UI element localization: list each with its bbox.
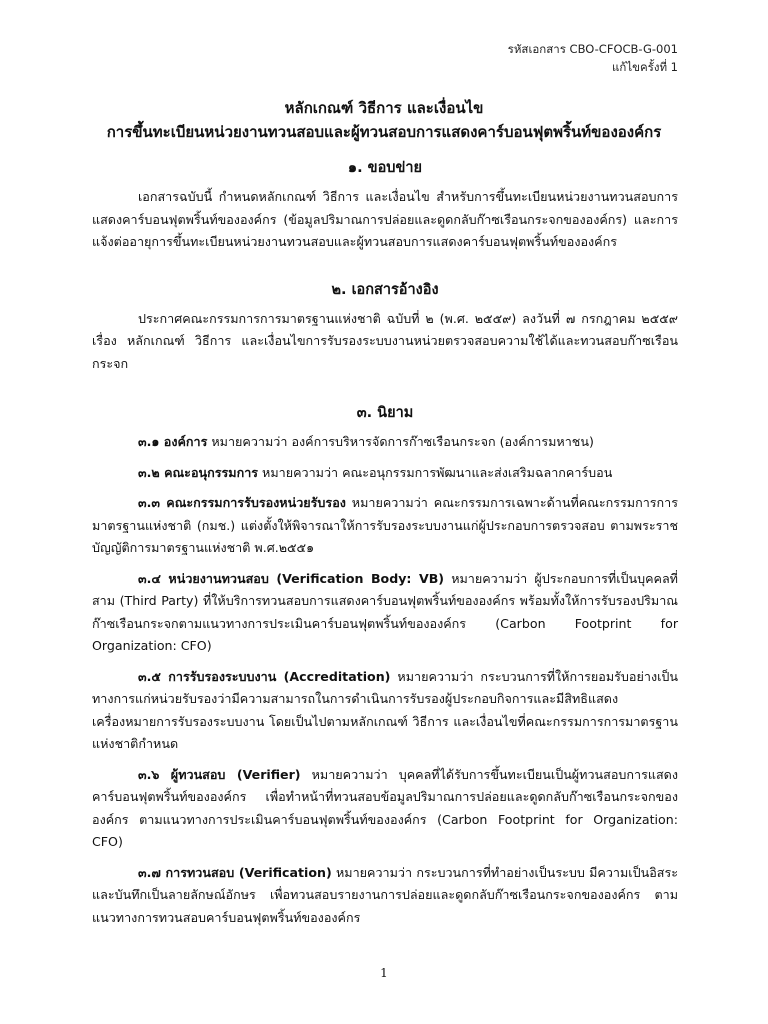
document-body bbox=[92, 156, 678, 937]
section-heading-references: ๒. เอกสารอ้างอิง bbox=[331, 281, 439, 298]
definition-term: ๓.๑ องค์การ bbox=[138, 434, 208, 449]
definition-item bbox=[92, 568, 678, 658]
definition-item bbox=[92, 492, 678, 560]
definition-item bbox=[92, 431, 678, 454]
definition-text: หมายความว่า กระบวนการที่ให้การยอมรับอย่างเป็นทางการแก่หน่วยรับรองว่ามีความสามารถในการดำเนินการรับรองผู้ประกอบกิจการและมีสิทธิแสดงเครื่องหมายการรับรองระบบงาน โดยเป็นไปตามหลักเกณฑ์ วิธีการ และเงื่อนไขที่คณะกรรมการการมาตรฐานแห่งชาติกำหนด bbox=[92, 668, 679, 751]
section-heading-definitions: ๓. นิยาม bbox=[356, 405, 414, 421]
document-meta bbox=[508, 40, 678, 76]
definition-term: ๓.๔ หน่วยงานทวนสอบ (Verification Body: VB) bbox=[138, 570, 445, 586]
scope-paragraph: เอกสารฉบับนี้ กำหนดหลักเกณฑ์ วิธีการ และเงื่อนไข สำหรับการขึ้นทะเบียนหน่วยงานทวนสอบการแสดงคาร์บอนฟุตพริ้นท์ขององค์กร (ข้อมูลปริมาณการปล่อยและดูดกลับก๊าซเรือนกระจกขององค์กร) และการแจ้งต่ออายุการขึ้นทะเบียนหน่วยงานทวนสอบและผู้ทวนสอบการแสดงคาร์บอนฟุตพริ้นท์ขององค์กร bbox=[92, 189, 678, 249]
document-code: รหัสเอกสาร CBO-CFOCB-G-001 bbox=[507, 42, 678, 56]
revision-number: แก้ไขครั้งที่ 1 bbox=[611, 60, 678, 74]
definition-term: ๓.๓ คณะกรรมการรับรองหน่วยรับรอง bbox=[138, 495, 346, 510]
definition-text: หมายความว่า บุคคลที่ได้รับการขึ้นทะเบียนเป็นผู้ทวนสอบการแสดงคาร์บอนฟุตพริ้นท์ขององค์กร เพื่อทำหน้าที่ทวนสอบข้อมูลปริมาณการปล่อยและดูดกลับก๊าซเรือนกระจกขององค์กร ตามแนวทางการประเมินคาร์บอนฟุตพริ้นท์ขององค์กร (Carbon Footprint for Organization: CFO) bbox=[92, 766, 678, 849]
definition-text: หมายความว่า ผู้ประกอบการที่เป็นบุคคลที่สาม (Third Party) ที่ให้บริการทวนสอบการแสดงคาร์บอนฟุตพริ้นท์ขององค์กร พร้อมทั้งให้การรับรองปริมาณก๊าซเรือนกระจกตามแนวทางการประเมินคาร์บอนฟุตพริ้นท์ขององค์กร (Carbon Footprint for Organization: CFO) bbox=[92, 570, 678, 653]
definition-item bbox=[92, 862, 678, 930]
definition-text: หมายความว่า องค์การบริหารจัดการก๊าซเรือนกระจก (องค์การมหาชน) bbox=[207, 434, 594, 449]
definition-term: ๓.๖ ผู้ทวนสอบ (Verifier) bbox=[138, 766, 301, 782]
definition-term: ๓.๕ การรับรองระบบงาน (Accreditation) bbox=[138, 668, 391, 684]
definition-text: หมายความว่า คณะกรรมการเฉพาะด้านที่คณะกรรมการการมาตรฐานแห่งชาติ (กมช.) แต่งตั้งให้พิจารณาให้การรับรองระบบงานแก่ผู้ประกอบการตรวจสอบ ตามพระราชบัญญัติการมาตรฐานแห่งชาติ พ.ศ.๒๕๕๑ bbox=[92, 495, 678, 555]
definition-item bbox=[92, 666, 678, 756]
definition-term: ๓.๒ คณะอนุกรรมการ bbox=[138, 464, 259, 480]
definition-item bbox=[92, 764, 678, 854]
references-paragraph: ประกาศคณะกรรมการการมาตรฐานแห่งชาติ ฉบับที่ ๒ (พ.ศ. ๒๕๕๙) ลงวันที่ ๗ กรกฎาคม ๒๕๕๙ เรื่อง หลักเกณฑ์ วิธีการ และเงื่อนไขการรับรองระบบงานหน่วยตรวจสอบความใช้ได้และทวนสอบก๊าซเรือนกระจก bbox=[92, 310, 678, 371]
section-heading-scope: ๑. ขอบข่าย bbox=[347, 160, 423, 176]
definition-term: ๓.๗ การทวนสอบ (Verification) bbox=[138, 864, 332, 880]
definition-text: หมายความว่า กระบวนการที่ทำอย่างเป็นระบบ มีความเป็นอิสระ และบันทึกเป็นลายลักษณ์อักษร เพื่อทวนสอบรายงานการปล่อยและดูดกลับก๊าซเรือนกระจกขององค์กร ตามแนวทางการทวนสอบคาร์บอนฟุตพริ้นท์ขององค์กร bbox=[92, 864, 678, 925]
document-title bbox=[0, 96, 768, 144]
title-line-1: หลักเกณฑ์ วิธีการ และเงื่อนไข bbox=[284, 99, 484, 117]
definition-item bbox=[92, 462, 678, 485]
page-number: 1 bbox=[380, 966, 388, 980]
definition-text: หมายความว่า คณะอนุกรรมการพัฒนาและส่งเสริมฉลากคาร์บอน bbox=[258, 464, 613, 480]
title-line-2: การขึ้นทะเบียนหน่วยงานทวนสอบและผู้ทวนสอบการแสดงคาร์บอนฟุตพริ้นท์ขององค์กร bbox=[106, 123, 662, 141]
